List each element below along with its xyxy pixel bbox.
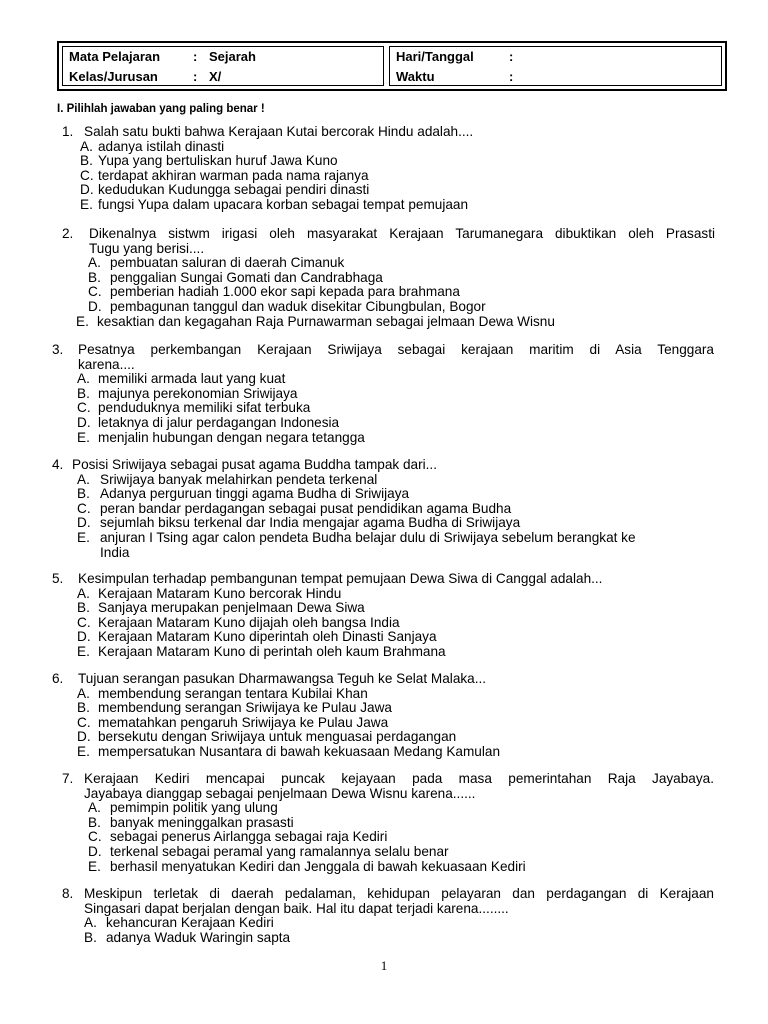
option-text: letaknya di jalur perdagangan Indonesia (98, 414, 340, 430)
answer-option (0, 516, 768, 531)
answer-option (0, 154, 768, 169)
option-text: membendung serangan Sriwijaya ke Pulau Jawa (98, 700, 392, 716)
question-item (0, 887, 768, 945)
answer-option (0, 183, 768, 198)
answer-option (0, 140, 768, 155)
time-colon: : (509, 69, 514, 84)
day-label: Hari/Tanggal (396, 49, 474, 64)
option-text: sebagai penerus Airlangga sebagai raja Kediri (110, 829, 388, 845)
option-letter: C. (77, 714, 91, 730)
answer-option (0, 645, 768, 660)
question-stem-line: Singasari dapat berjalan dengan baik. Hal itu dapat terjadi karena........ (84, 900, 509, 916)
option-letter: B. (77, 486, 90, 502)
question-item (0, 772, 768, 874)
option-text: berhasil menyatukan Kediri dan Jenggala di bawah kekuasaan Kediri (110, 858, 526, 874)
option-text: pembagunan tanggul dan waduk disekitar Cibungbulan, Bogor (110, 298, 486, 314)
answer-option (0, 830, 768, 845)
option-text: terkenal sebagai peramal yang ramalannya selalu benar (110, 843, 449, 859)
answer-option (0, 701, 768, 716)
question-item (0, 458, 768, 560)
option-text: penggalian Sungai Gomati dan Candrabhaga (110, 269, 383, 285)
option-letter: A. (84, 915, 97, 931)
option-text: majunya perekonomian Sriwijaya (98, 385, 298, 401)
option-letter: D. (77, 629, 91, 645)
option-letter: D. (88, 298, 102, 314)
question-number: 6. (52, 671, 64, 686)
answer-option (0, 916, 768, 931)
option-text: Kerajaan Mataram Kuno bercorak Hindu (98, 585, 342, 601)
option-letter: B. (77, 700, 90, 716)
option-text: membendung serangan tentara Kubilai Khan (98, 685, 368, 701)
subject-value: Sejarah (209, 49, 256, 64)
question-number: 5. (52, 571, 64, 586)
question-item (0, 672, 768, 760)
option-letter: A. (88, 255, 101, 271)
question-stem-line: Kesimpulan terhadap pembangunan tempat pemujaan Dewa Siwa di Canggal adalah... (78, 571, 603, 586)
option-text: Sanjaya merupakan penjelmaan Dewa Siwa (98, 600, 365, 616)
answer-option (0, 716, 768, 731)
option-letter: B. (77, 600, 90, 616)
answer-option (0, 860, 768, 875)
option-text: memiliki armada laut yang kuat (98, 371, 286, 387)
option-letter: B. (84, 929, 97, 945)
answer-option (0, 315, 768, 330)
option-letter: B. (80, 153, 93, 169)
option-letter: D. (80, 182, 94, 198)
option-letter: E. (77, 529, 90, 545)
question-stem-line: karena.... (78, 356, 135, 372)
answer-option (0, 256, 768, 271)
option-letter: E. (80, 196, 93, 212)
option-letter: A. (77, 371, 90, 387)
question-item (0, 227, 768, 329)
answer-option (0, 630, 768, 645)
option-text: kehancuran Kerajaan Kediri (106, 915, 274, 931)
subject-colon: : (193, 49, 198, 64)
answer-option (0, 587, 768, 602)
option-letter: C. (80, 167, 94, 183)
class-colon: : (193, 69, 198, 84)
answer-option (0, 372, 768, 387)
option-letter: E. (77, 429, 90, 445)
answer-option (0, 502, 768, 517)
answer-option (0, 801, 768, 816)
question-number: 2. (62, 226, 74, 241)
option-text: bersekutu dengan Sriwijaya untuk menguasai perdagangan (98, 729, 457, 745)
option-text: pemberian hadiah 1.000 ekor sapi kepada para brahmana (110, 284, 460, 300)
option-letter: C. (88, 284, 102, 300)
option-text-continuation: India (100, 544, 130, 560)
option-text: adanya Waduk Waringin sapta (106, 929, 291, 945)
answer-option (0, 416, 768, 431)
option-letter: E. (88, 858, 101, 874)
question-stem-line: Jayabaya dianggap sebagai penjelmaan Dewa Wisnu karena...... (84, 785, 476, 801)
option-letter: C. (88, 829, 102, 845)
option-text: mematahkan pengaruh Sriwijaya ke Pulau Jawa (98, 714, 389, 730)
option-letter: C. (77, 614, 91, 630)
answer-option (0, 745, 768, 760)
option-text: Kerajaan Mataram Kuno diperintah oleh Dinasti Sanjaya (98, 629, 437, 645)
option-letter: A. (88, 800, 101, 816)
page-number: 1 (380, 958, 388, 973)
option-text: sejumlah biksu terkenal dar India mengajar agama Budha di Sriwijaya (100, 515, 521, 531)
answer-option (0, 601, 768, 616)
answer-option (0, 487, 768, 502)
option-letter: E. (76, 313, 89, 329)
option-letter: D. (77, 729, 91, 745)
option-text: Adanya perguruan tinggi agama Budha di Sriwijaya (100, 486, 410, 502)
answer-option (0, 198, 768, 213)
option-letter: D. (77, 515, 91, 531)
answer-option (0, 730, 768, 745)
answer-option (0, 169, 768, 184)
option-text: adanya istilah dinasti (98, 138, 225, 154)
option-letter: D. (77, 414, 91, 430)
question-stem-line: Posisi Sriwijaya sebagai pusat agama Buddha tampak dari... (72, 457, 437, 472)
question-number: 3. (52, 342, 64, 357)
header-box (57, 41, 727, 91)
answer-option (0, 687, 768, 702)
option-text: banyak meninggalkan prasasti (110, 814, 294, 830)
option-letter: B. (88, 269, 101, 285)
option-text: kesaktian dan kegagahan Raja Purnawarman sebagai jelmaan Dewa Wisnu (97, 313, 555, 329)
option-letter: A. (77, 471, 90, 487)
option-text: anjuran I Tsing agar calon pendeta Budha belajar dulu di Sriwijaya sebelum berangkat ke (100, 529, 636, 545)
header-left-cell (62, 46, 384, 86)
answer-option (0, 473, 768, 488)
option-letter: C. (77, 400, 91, 416)
answer-option (0, 401, 768, 416)
answer-option (0, 285, 768, 300)
option-letter: C. (77, 500, 91, 516)
option-text: Kerajaan Mataram Kuno dijajah oleh bangsa India (98, 614, 400, 630)
answer-option (0, 531, 768, 546)
option-text: mempersatukan Nusantara di bawah kekuasaan Medang Kamulan (98, 743, 501, 759)
subject-label: Mata Pelajaran (69, 49, 161, 64)
section-instruction: I. Pilihlah jawaban yang paling benar ! (57, 103, 265, 115)
answer-option (0, 845, 768, 860)
answer-option (0, 931, 768, 946)
question-number: 7. (62, 771, 74, 786)
answer-option (0, 300, 768, 315)
answer-option (0, 616, 768, 631)
option-letter: D. (88, 843, 102, 859)
question-item (0, 343, 768, 445)
question-stem-line: Dikenalnya sistwm irigasi oleh masyarakat Kerajaan Tarumanegara dibuktikan oleh Prasasti (89, 226, 715, 241)
header-right-cell (389, 46, 722, 86)
option-text: terdapat akhiran warman pada nama rajanya (98, 167, 369, 183)
option-text: fungsi Yupa dalam upacara korban sebagai tempat pemujaan (98, 196, 469, 212)
question-stem-line: Tugu yang berisi.... (89, 240, 205, 256)
option-text: kedudukan Kudungga sebagai pendiri dinasti (98, 182, 370, 198)
answer-option (0, 431, 768, 446)
answer-option (0, 816, 768, 831)
option-text: menjalin hubungan dengan negara tetangga (98, 429, 365, 445)
question-item (0, 572, 768, 660)
question-stem-line: Salah satu bukti bahwa Kerajaan Kutai bercorak Hindu adalah.... (84, 124, 474, 139)
question-item (0, 125, 768, 213)
class-value: X/ (209, 69, 222, 84)
option-text: Yupa yang bertuliskan huruf Jawa Kuno (98, 153, 338, 169)
option-text: penduduknya memiliki sifat terbuka (98, 400, 311, 416)
option-letter: A. (77, 585, 90, 601)
answer-option (0, 271, 768, 286)
question-stem-line: Meskipun terletak di daerah pedalaman, kehidupan pelayaran dan perdagangan di Kerajaan (84, 886, 714, 901)
option-letter: B. (77, 385, 90, 401)
option-letter: B. (88, 814, 101, 830)
option-letter: A. (77, 685, 90, 701)
option-text: peran bandar perdagangan sebagai pusat pendidikan agama Budha (100, 500, 512, 516)
option-text: Sriwijaya banyak melahirkan pendeta terkenal (100, 471, 378, 487)
question-number: 4. (52, 457, 64, 472)
option-text: pemimpin politik yang ulung (110, 800, 278, 816)
option-letter: E. (77, 643, 90, 659)
option-text: pembuatan saluran di daerah Cimanuk (110, 255, 345, 271)
question-number: 8. (62, 886, 74, 901)
time-label: Waktu (396, 69, 435, 84)
question-number: 1. (62, 124, 74, 139)
question-stem-line: Tujuan serangan pasukan Dharmawangsa Teguh ke Selat Malaka... (78, 671, 487, 686)
class-label: Kelas/Jurusan (69, 69, 158, 84)
option-letter: E. (77, 743, 90, 759)
question-stem-line: Pesatnya perkembangan Kerajaan Sriwijaya sebagai kerajaan maritim di Asia Tenggara (78, 342, 714, 357)
option-text: Kerajaan Mataram Kuno di perintah oleh kaum Brahmana (98, 643, 446, 659)
question-stem-line: Kerajaan Kediri mencapai puncak kejayaan pada masa pemerintahan Raja Jayabaya. (84, 771, 714, 786)
day-colon: : (509, 49, 514, 64)
answer-option-continuation (0, 546, 768, 561)
answer-option (0, 387, 768, 402)
option-letter: A. (80, 138, 93, 154)
